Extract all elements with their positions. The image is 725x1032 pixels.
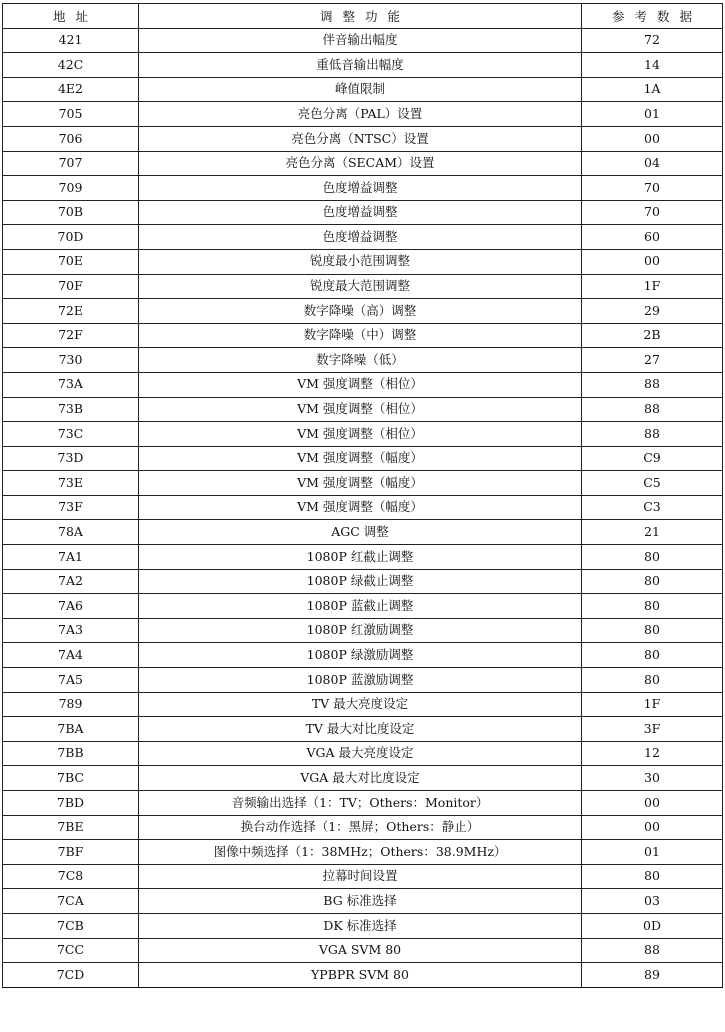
address-cell: 70D xyxy=(3,225,139,250)
function-cell: TV 最大亮度设定 xyxy=(139,692,582,717)
table-row xyxy=(3,791,723,816)
address-cell: 7A2 xyxy=(3,569,139,594)
function-cell: 亮色分离（PAL）设置 xyxy=(139,102,582,127)
table-row xyxy=(3,889,723,914)
address-cell: 73A xyxy=(3,372,139,397)
reference-value-cell: 14 xyxy=(582,53,723,78)
address-cell: 7BB xyxy=(3,741,139,766)
function-cell: 图像中频选择（1：38MHz；Others：38.9MHz） xyxy=(139,840,582,865)
reference-value-cell: 2B xyxy=(582,323,723,348)
table-row xyxy=(3,545,723,570)
reference-value-cell: 88 xyxy=(582,938,723,963)
table-row xyxy=(3,323,723,348)
function-cell: 1080P 绿激励调整 xyxy=(139,643,582,668)
reference-value-cell: 3F xyxy=(582,717,723,742)
table-row xyxy=(3,176,723,201)
address-cell: 78A xyxy=(3,520,139,545)
address-cell: 73F xyxy=(3,495,139,520)
address-cell: 7BD xyxy=(3,791,139,816)
table-row xyxy=(3,668,723,693)
table-row xyxy=(3,53,723,78)
function-cell: DK 标准选择 xyxy=(139,913,582,938)
reference-value-cell: 60 xyxy=(582,225,723,250)
reference-value-cell: 00 xyxy=(582,249,723,274)
address-cell: 72F xyxy=(3,323,139,348)
reference-value-cell: 01 xyxy=(582,102,723,127)
table-row xyxy=(3,766,723,791)
reference-value-cell: 88 xyxy=(582,397,723,422)
function-cell: VM 强度调整（幅度） xyxy=(139,446,582,471)
reference-value-cell: 1A xyxy=(582,77,723,102)
function-cell: 1080P 红截止调整 xyxy=(139,545,582,570)
reference-value-cell: 12 xyxy=(582,741,723,766)
reference-value-cell: 80 xyxy=(582,569,723,594)
reference-value-cell: 72 xyxy=(582,28,723,53)
address-cell: 421 xyxy=(3,28,139,53)
function-cell: 1080P 蓝截止调整 xyxy=(139,594,582,619)
table-row xyxy=(3,348,723,373)
address-cell: 7CA xyxy=(3,889,139,914)
function-cell: 数字降噪（中）调整 xyxy=(139,323,582,348)
function-cell: 锐度最大范围调整 xyxy=(139,274,582,299)
function-cell: 拉幕时间设置 xyxy=(139,864,582,889)
table-row xyxy=(3,126,723,151)
table-row xyxy=(3,692,723,717)
reference-value-cell: C3 xyxy=(582,495,723,520)
function-cell: 锐度最小范围调整 xyxy=(139,249,582,274)
table-row xyxy=(3,840,723,865)
reference-value-cell: 80 xyxy=(582,594,723,619)
reference-value-cell: 03 xyxy=(582,889,723,914)
address-cell: 7CB xyxy=(3,913,139,938)
address-cell: 709 xyxy=(3,176,139,201)
function-cell: TV 最大对比度设定 xyxy=(139,717,582,742)
address-cell: 73E xyxy=(3,471,139,496)
function-cell: VM 强度调整（相位） xyxy=(139,422,582,447)
table-header-row xyxy=(3,4,723,29)
reference-value-cell: 80 xyxy=(582,545,723,570)
address-cell: 42C xyxy=(3,53,139,78)
table-row xyxy=(3,28,723,53)
reference-value-cell: 88 xyxy=(582,372,723,397)
function-cell: 伴音输出幅度 xyxy=(139,28,582,53)
header-function: 调整功能 xyxy=(139,4,582,29)
reference-value-cell: C5 xyxy=(582,471,723,496)
table-row xyxy=(3,938,723,963)
address-cell: 73D xyxy=(3,446,139,471)
function-cell: 1080P 红激励调整 xyxy=(139,618,582,643)
reference-value-cell: 70 xyxy=(582,200,723,225)
header-address: 地址 xyxy=(3,4,139,29)
table-row xyxy=(3,963,723,988)
address-cell: 7BE xyxy=(3,815,139,840)
function-cell: 峰值限制 xyxy=(139,77,582,102)
address-cell: 7A3 xyxy=(3,618,139,643)
table-row xyxy=(3,225,723,250)
table-row xyxy=(3,618,723,643)
function-cell: VM 强度调整（幅度） xyxy=(139,471,582,496)
reference-value-cell: 88 xyxy=(582,422,723,447)
reference-value-cell: 1F xyxy=(582,692,723,717)
reference-value-cell: 30 xyxy=(582,766,723,791)
function-cell: BG 标准选择 xyxy=(139,889,582,914)
table-row xyxy=(3,102,723,127)
table-row xyxy=(3,520,723,545)
address-cell: 70E xyxy=(3,249,139,274)
address-cell: 7BA xyxy=(3,717,139,742)
function-cell: VM 强度调整（相位） xyxy=(139,372,582,397)
function-cell: 亮色分离（NTSC）设置 xyxy=(139,126,582,151)
address-cell: 789 xyxy=(3,692,139,717)
reference-value-cell: 00 xyxy=(582,126,723,151)
address-cell: 73C xyxy=(3,422,139,447)
function-cell: VM 强度调整（相位） xyxy=(139,397,582,422)
reference-value-cell: 21 xyxy=(582,520,723,545)
table-row xyxy=(3,913,723,938)
address-cell: 730 xyxy=(3,348,139,373)
address-cell: 706 xyxy=(3,126,139,151)
table-row xyxy=(3,249,723,274)
parameter-table xyxy=(2,3,723,988)
address-cell: 7A4 xyxy=(3,643,139,668)
reference-value-cell: 89 xyxy=(582,963,723,988)
table-row xyxy=(3,274,723,299)
reference-value-cell: 27 xyxy=(582,348,723,373)
address-cell: 7CC xyxy=(3,938,139,963)
reference-value-cell: C9 xyxy=(582,446,723,471)
function-cell: 数字降噪（低） xyxy=(139,348,582,373)
table-row xyxy=(3,77,723,102)
function-cell: 音频输出选择（1：TV；Others：Monitor） xyxy=(139,791,582,816)
address-cell: 70F xyxy=(3,274,139,299)
function-cell: VM 强度调整（幅度） xyxy=(139,495,582,520)
table-row xyxy=(3,299,723,324)
function-cell: 重低音输出幅度 xyxy=(139,53,582,78)
reference-value-cell: 80 xyxy=(582,643,723,668)
reference-value-cell: 00 xyxy=(582,791,723,816)
table-row xyxy=(3,815,723,840)
function-cell: 色度增益调整 xyxy=(139,225,582,250)
table-row xyxy=(3,569,723,594)
function-cell: 亮色分离（SECAM）设置 xyxy=(139,151,582,176)
reference-value-cell: 80 xyxy=(582,618,723,643)
address-cell: 7BF xyxy=(3,840,139,865)
function-cell: 换台动作选择（1：黑屏；Others：静止） xyxy=(139,815,582,840)
address-cell: 70B xyxy=(3,200,139,225)
header-reference: 参考数据 xyxy=(582,4,723,29)
function-cell: VGA SVM 80 xyxy=(139,938,582,963)
table-row xyxy=(3,200,723,225)
table-row xyxy=(3,495,723,520)
reference-value-cell: 04 xyxy=(582,151,723,176)
reference-value-cell: 1F xyxy=(582,274,723,299)
function-cell: 数字降噪（高）调整 xyxy=(139,299,582,324)
table-row xyxy=(3,397,723,422)
address-cell: 7A1 xyxy=(3,545,139,570)
reference-value-cell: 80 xyxy=(582,864,723,889)
address-cell: 7A6 xyxy=(3,594,139,619)
table-row xyxy=(3,741,723,766)
address-cell: 4E2 xyxy=(3,77,139,102)
table-row xyxy=(3,643,723,668)
address-cell: 705 xyxy=(3,102,139,127)
address-cell: 7A5 xyxy=(3,668,139,693)
function-cell: VGA 最大对比度设定 xyxy=(139,766,582,791)
address-cell: 73B xyxy=(3,397,139,422)
function-cell: AGC 调整 xyxy=(139,520,582,545)
reference-value-cell: 29 xyxy=(582,299,723,324)
table-row xyxy=(3,446,723,471)
table-row xyxy=(3,471,723,496)
address-cell: 7BC xyxy=(3,766,139,791)
address-cell: 7CD xyxy=(3,963,139,988)
table-row xyxy=(3,422,723,447)
reference-value-cell: 0D xyxy=(582,913,723,938)
reference-value-cell: 00 xyxy=(582,815,723,840)
function-cell: 1080P 绿截止调整 xyxy=(139,569,582,594)
function-cell: 色度增益调整 xyxy=(139,176,582,201)
table-row xyxy=(3,372,723,397)
reference-value-cell: 80 xyxy=(582,668,723,693)
table-row xyxy=(3,151,723,176)
function-cell: VGA 最大亮度设定 xyxy=(139,741,582,766)
function-cell: 1080P 蓝激励调整 xyxy=(139,668,582,693)
address-cell: 72E xyxy=(3,299,139,324)
table-row xyxy=(3,717,723,742)
reference-value-cell: 01 xyxy=(582,840,723,865)
address-cell: 7C8 xyxy=(3,864,139,889)
table-row xyxy=(3,864,723,889)
function-cell: YPBPR SVM 80 xyxy=(139,963,582,988)
reference-value-cell: 70 xyxy=(582,176,723,201)
table-body xyxy=(3,28,723,987)
address-cell: 707 xyxy=(3,151,139,176)
function-cell: 色度增益调整 xyxy=(139,200,582,225)
table-row xyxy=(3,594,723,619)
